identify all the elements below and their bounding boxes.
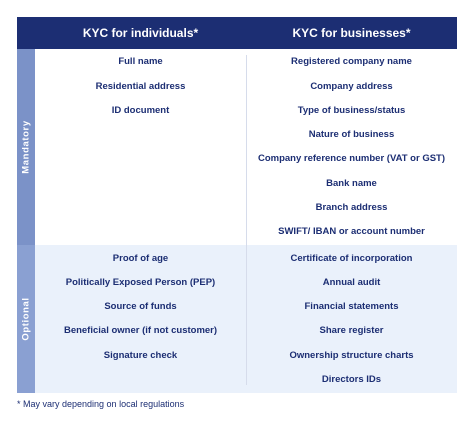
mandatory-business-item: Bank name	[326, 178, 377, 189]
mandatory-label: Mandatory	[20, 120, 32, 174]
mandatory-individual-item: Full name	[118, 56, 163, 67]
mandatory-individual-item: Residential address	[95, 81, 186, 92]
optional-individual-item: Beneficial owner (if not customer)	[63, 325, 218, 336]
optional-business-item: Ownership structure charts	[289, 350, 414, 361]
mandatory-rail	[17, 49, 35, 245]
optional-label: Optional	[20, 297, 32, 341]
optional-rail	[17, 245, 35, 393]
optional-individual-item: Proof of age	[112, 253, 169, 264]
mandatory-business-item: Company reference number (VAT or GST)	[257, 153, 446, 164]
optional-business-item: Annual audit	[322, 277, 381, 288]
optional-individual-item: Signature check	[103, 350, 178, 361]
optional-individual-item: Source of funds	[104, 301, 177, 312]
mandatory-individual-item: ID document	[111, 105, 170, 116]
mandatory-business-item: SWIFT/ IBAN or account number	[278, 226, 425, 237]
mandatory-business-item: Company address	[310, 81, 393, 92]
optional-business-item: Directors IDs	[321, 374, 382, 385]
header-individuals: KYC for individuals*	[82, 26, 199, 40]
kyc-table	[17, 17, 457, 393]
header-businesses: KYC for businesses*	[292, 26, 411, 40]
optional-business-item: Certificate of incorporation	[290, 253, 413, 264]
optional-business-item: Share register	[319, 325, 384, 336]
mandatory-business-item: Registered company name	[291, 56, 412, 67]
mandatory-business-item: Nature of business	[308, 129, 395, 140]
mandatory-business-item: Type of business/status	[297, 105, 406, 116]
table-header	[17, 17, 457, 49]
footnote: * May vary depending on local regulations	[17, 399, 185, 409]
optional-individual-item: Politically Exposed Person (PEP)	[65, 277, 216, 288]
optional-business-item: Financial statements	[304, 301, 399, 312]
mandatory-business-item: Branch address	[315, 202, 388, 213]
